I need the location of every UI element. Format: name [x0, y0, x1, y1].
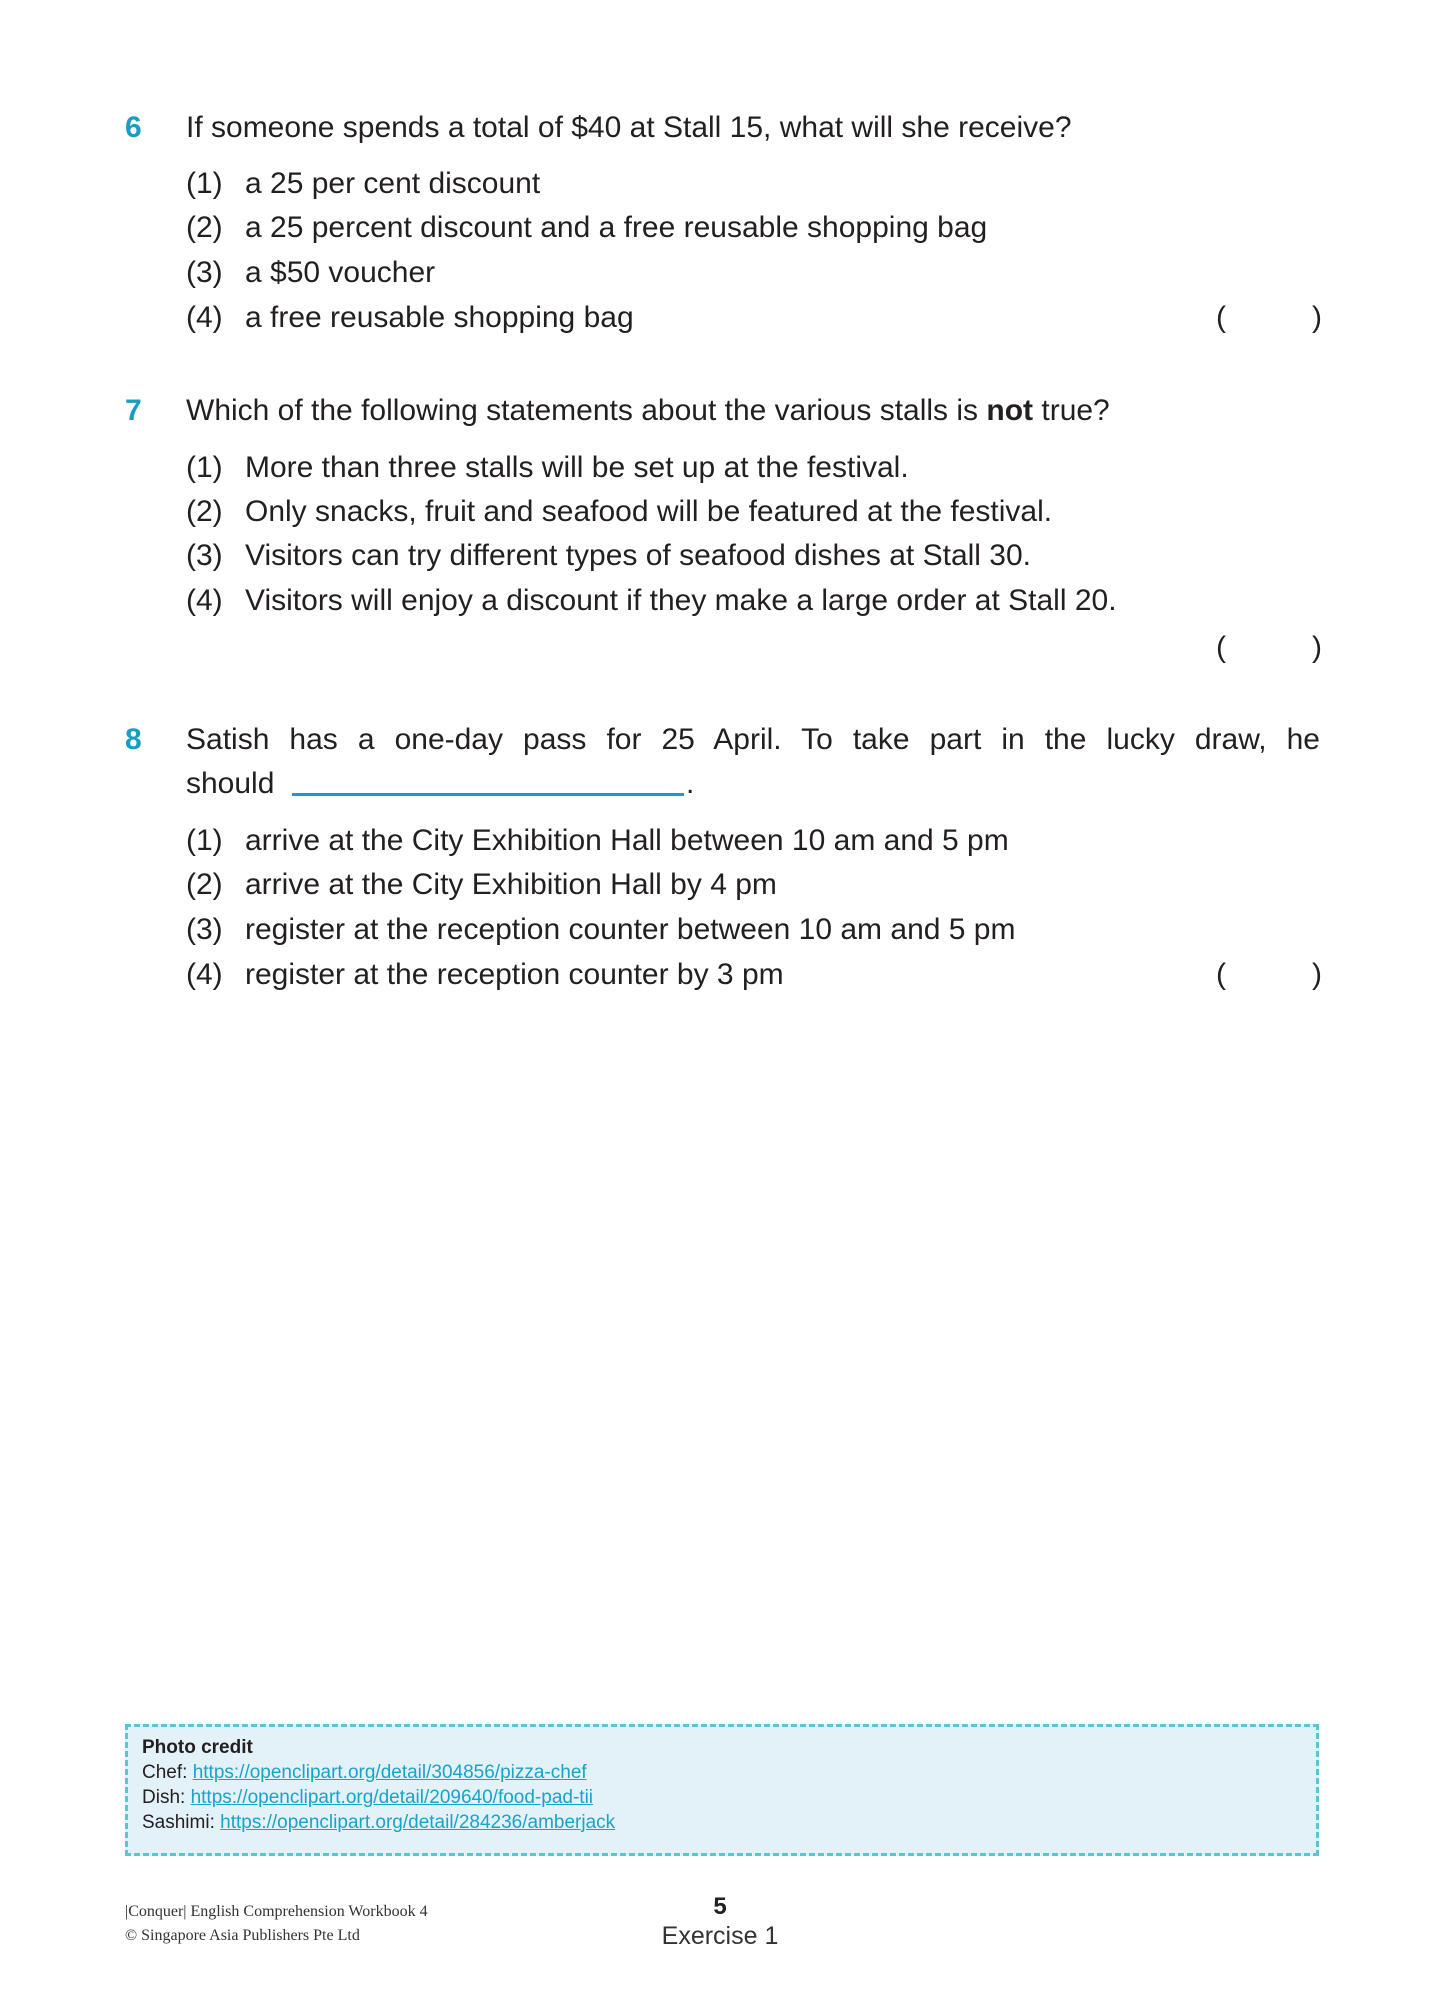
option-number: (4): [186, 584, 223, 617]
photo-credit-title: Photo credit: [142, 1737, 253, 1758]
option-number: (2): [186, 868, 223, 901]
stem-text: Which of the following statements about the various stalls is: [186, 394, 987, 427]
stem-text: true?: [1033, 394, 1110, 427]
option-text: a 25 per cent discount: [245, 167, 541, 200]
stem-period: .: [686, 767, 695, 800]
credit-line: [142, 1787, 593, 1809]
option-number: (3): [186, 256, 223, 289]
answer-bracket-open[interactable]: (: [1216, 631, 1226, 664]
option-text: a free reusable shopping bag: [245, 301, 634, 334]
credit-link[interactable]: https://openclipart.org/detail/209640/food-pad-tii: [190, 1787, 594, 1808]
credit-label: Sashimi:: [142, 1812, 215, 1833]
option-text: register at the reception counter by 3 pm: [245, 958, 784, 991]
option-number: (3): [186, 539, 223, 572]
option-number: (2): [186, 495, 223, 528]
fill-in-blank-line[interactable]: [292, 793, 684, 796]
option-text: More than three stalls will be set up at the festival.: [245, 451, 909, 484]
footer-book-title: |Conquer| English Comprehension Workbook 4: [125, 1903, 428, 1920]
option-number: (3): [186, 913, 223, 946]
page-number: 5: [713, 1893, 727, 1920]
question-stem: If someone spends a total of $40 at Stall 15, what will she receive?: [186, 111, 1072, 144]
answer-bracket-open[interactable]: (: [1216, 301, 1226, 334]
option-text: Only snacks, fruit and seafood will be featured at the festival.: [245, 495, 1053, 528]
credit-label: Dish:: [142, 1787, 186, 1808]
option-text: register at the reception counter between 10 am and 5 pm: [245, 913, 1016, 946]
question-stem: Satish has a one-day pass for 25 April. To take part in the lucky draw, he: [186, 723, 1320, 756]
exercise-label: Exercise 1: [661, 1922, 779, 1950]
question-stem: [186, 393, 1110, 429]
option-number: (1): [186, 451, 223, 484]
question-number: 7: [125, 394, 142, 427]
question-number: 8: [125, 723, 142, 756]
credit-label: Chef:: [142, 1762, 188, 1783]
option-text: a $50 voucher: [245, 256, 436, 289]
option-text: a 25 percent discount and a free reusable shopping bag: [245, 211, 988, 244]
answer-bracket-close: ): [1312, 301, 1322, 334]
credit-line: [142, 1812, 615, 1834]
footer-copyright: © Singapore Asia Publishers Pte Ltd: [125, 1927, 360, 1944]
answer-bracket-close: ): [1312, 958, 1322, 991]
option-text: Visitors can try different types of seafood dishes at Stall 30.: [245, 539, 1031, 572]
question-number: 6: [125, 111, 142, 144]
credit-link[interactable]: https://openclipart.org/detail/304856/pizza-chef: [192, 1762, 587, 1783]
option-text: arrive at the City Exhibition Hall between 10 am and 5 pm: [245, 824, 1009, 857]
option-text: arrive at the City Exhibition Hall by 4 pm: [245, 868, 777, 901]
option-number: (4): [186, 301, 223, 334]
answer-bracket-open[interactable]: (: [1216, 958, 1226, 991]
credit-line: [142, 1762, 587, 1784]
credit-link[interactable]: https://openclipart.org/detail/284236/amberjack: [220, 1812, 616, 1833]
option-number: (4): [186, 958, 223, 991]
photo-credit-box: [125, 1724, 1319, 1856]
option-text: Visitors will enjoy a discount if they make a large order at Stall 20.: [245, 584, 1117, 617]
stem-emphasis: not: [986, 394, 1034, 427]
option-number: (1): [186, 167, 223, 200]
option-number: (2): [186, 211, 223, 244]
answer-bracket-close: ): [1312, 631, 1322, 664]
question-stem-continued: should: [186, 767, 275, 800]
option-number: (1): [186, 824, 223, 857]
